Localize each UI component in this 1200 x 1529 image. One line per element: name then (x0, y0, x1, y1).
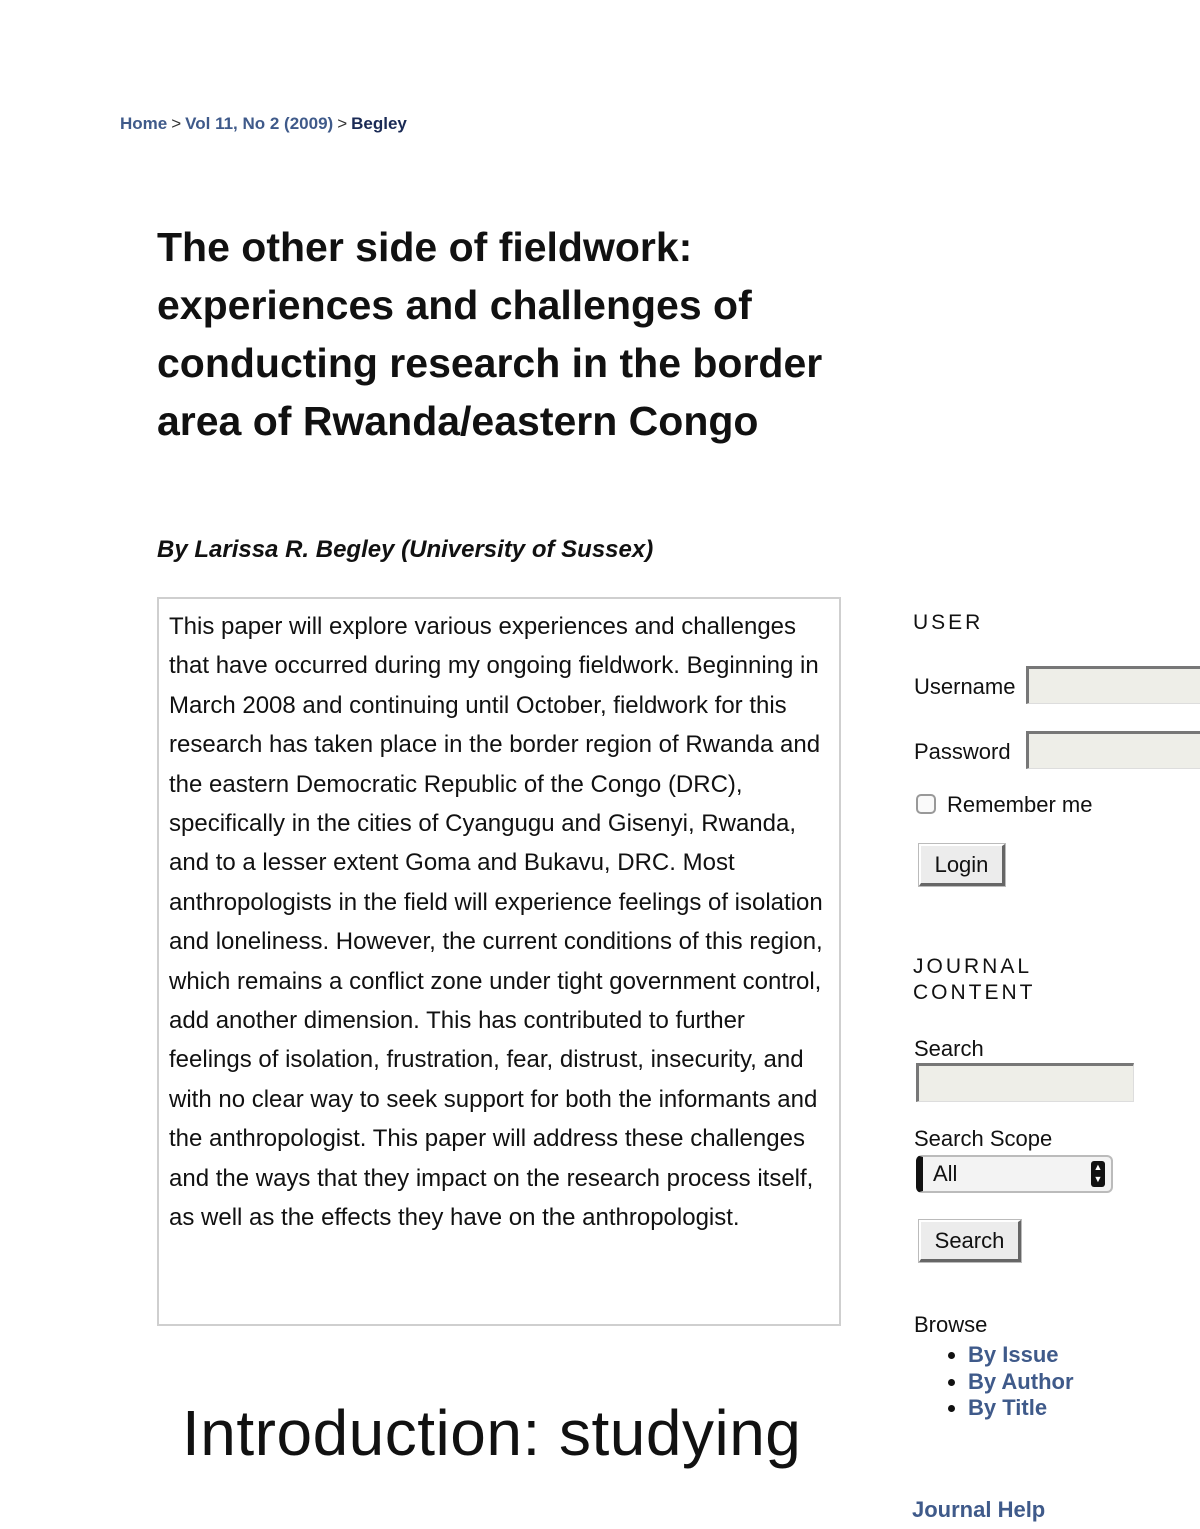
breadcrumb-home-link[interactable]: Home (120, 114, 168, 133)
password-label: Password (914, 739, 1011, 764)
browse-item (968, 1342, 1074, 1369)
breadcrumb-separator: > (337, 114, 348, 133)
article-abstract: This paper will explore various experiences and challenges that have occurred during my ongoing fieldwork. Beginning in March 2008 and continuing until October, fieldwork for this research has taken place in the border region of Rwanda and the eastern Democratic Republic of the Congo (DRC), specifically in the cities of Cyangugu and Gisenyi, Rwanda, and to a lesser extent Goma and Bukavu, DRC. Most anthropologists in the field will experience feelings of isolation and loneliness. However, the current conditions of this region, which remains a conflict zone under tight government control, add another dimension. This has contributed to further feelings of isolation, frustration, fear, distrust, insecurity, and with no clear way to seek support for both the informants and the anthropologist. This paper will address these challenges and the ways that they impact on the research process itself, as well as the effects they have on the anthropologist. (157, 597, 841, 1326)
select-arrows-icon: ▲ ▼ (1091, 1161, 1105, 1187)
login-button[interactable]: Login (919, 844, 1005, 886)
browse-item (968, 1369, 1074, 1396)
browse-by-title-link[interactable]: By Title (968, 1395, 1048, 1420)
breadcrumb-issue-link[interactable]: Vol 11, No 2 (2009) (185, 114, 334, 133)
browse-item (968, 1395, 1074, 1422)
username-label: Username (914, 674, 1016, 699)
user-block-title: USER (913, 611, 984, 634)
search-scope-label: Search Scope (914, 1126, 1053, 1151)
breadcrumb-current-link[interactable]: Begley (351, 114, 407, 133)
browse-list (940, 1342, 1074, 1422)
article-title: The other side of fieldwork: experiences and challenges of conducting research in the border area of Rwanda/eastern Congo (157, 224, 823, 444)
breadcrumb (120, 114, 407, 134)
remember-me-label: Remember me (947, 792, 1093, 817)
article-authors: By Larissa R. Begley (University of Sussex) (157, 536, 654, 563)
username-input[interactable] (1026, 666, 1200, 704)
search-scope-value: All (933, 1161, 958, 1186)
remember-me-checkbox[interactable] (916, 794, 936, 814)
browse-by-issue-link[interactable]: By Issue (968, 1342, 1059, 1367)
journal-content-title-line1: JOURNAL (913, 955, 1033, 978)
journal-help-link[interactable]: Journal Help (912, 1497, 1046, 1522)
section-heading: Introduction: studying (182, 1397, 802, 1469)
search-button[interactable]: Search (919, 1220, 1021, 1262)
search-label: Search (914, 1036, 984, 1061)
journal-content-title-line2: CONTENT (913, 981, 1036, 1004)
password-input[interactable] (1026, 731, 1200, 769)
browse-label: Browse (914, 1312, 988, 1337)
journal-content-title (913, 954, 1036, 1006)
search-scope-select[interactable] (916, 1155, 1113, 1193)
search-input[interactable] (916, 1063, 1134, 1102)
browse-by-author-link[interactable]: By Author (968, 1368, 1074, 1394)
breadcrumb-separator: > (171, 114, 182, 133)
